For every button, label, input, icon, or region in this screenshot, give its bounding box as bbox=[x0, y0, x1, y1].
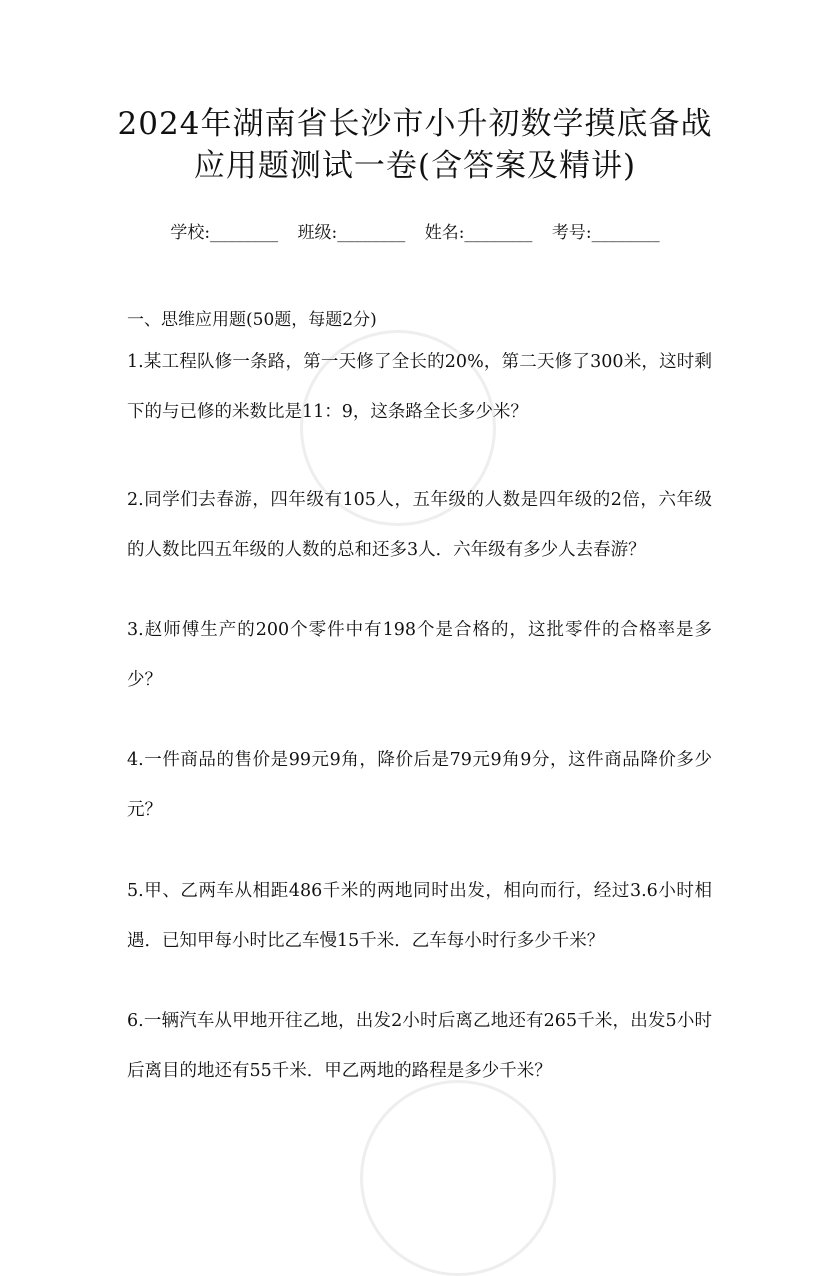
question-3: 3.赵师傅生产的200个零件中有198个是合格的，这批零件的合格率是多少？ bbox=[127, 620, 712, 690]
question-2: 2.同学们去春游，四年级有105人，五年级的人数是四年级的2倍，六年级的人数比四五年级的人数的总和还多3人．六年级有多少人去春游？ bbox=[127, 490, 712, 560]
document-title-line1: 2024年湖南省长沙市小升初数学摸底备战 bbox=[117, 106, 713, 142]
school-field: 学校:________ bbox=[170, 223, 279, 243]
student-info-row bbox=[0, 218, 830, 243]
exam-number-field: 考号:________ bbox=[551, 223, 660, 243]
name-field: 姓名:________ bbox=[424, 223, 533, 243]
section-heading: 一、思维应用题(50题，每题2分) bbox=[127, 310, 377, 330]
question-6: 6.一辆汽车从甲地开往乙地，出发2小时后离乙地还有265千米，出发5小时后离目的地还有55千米．甲乙两地的路程是多少千米？ bbox=[127, 1011, 712, 1081]
watermark-seal bbox=[360, 1080, 556, 1276]
class-field: 班级:________ bbox=[297, 223, 406, 243]
question-4: 4.一件商品的售价是99元9角，降价后是79元9角9分，这件商品降价多少元？ bbox=[127, 750, 712, 820]
document-title-line2: 应用题测试一卷(含答案及精讲) bbox=[193, 148, 637, 184]
question-5: 5.甲、乙两车从相距486千米的两地同时出发，相向而行，经过3.6小时相遇．已知甲每小时比乙车慢15千米．乙车每小时行多少千米？ bbox=[127, 881, 712, 951]
question-1: 1.某工程队修一条路，第一天修了全长的20%，第二天修了300米，这时剩下的与已修的米数比是11：9，这条路全长多少米？ bbox=[127, 352, 712, 422]
